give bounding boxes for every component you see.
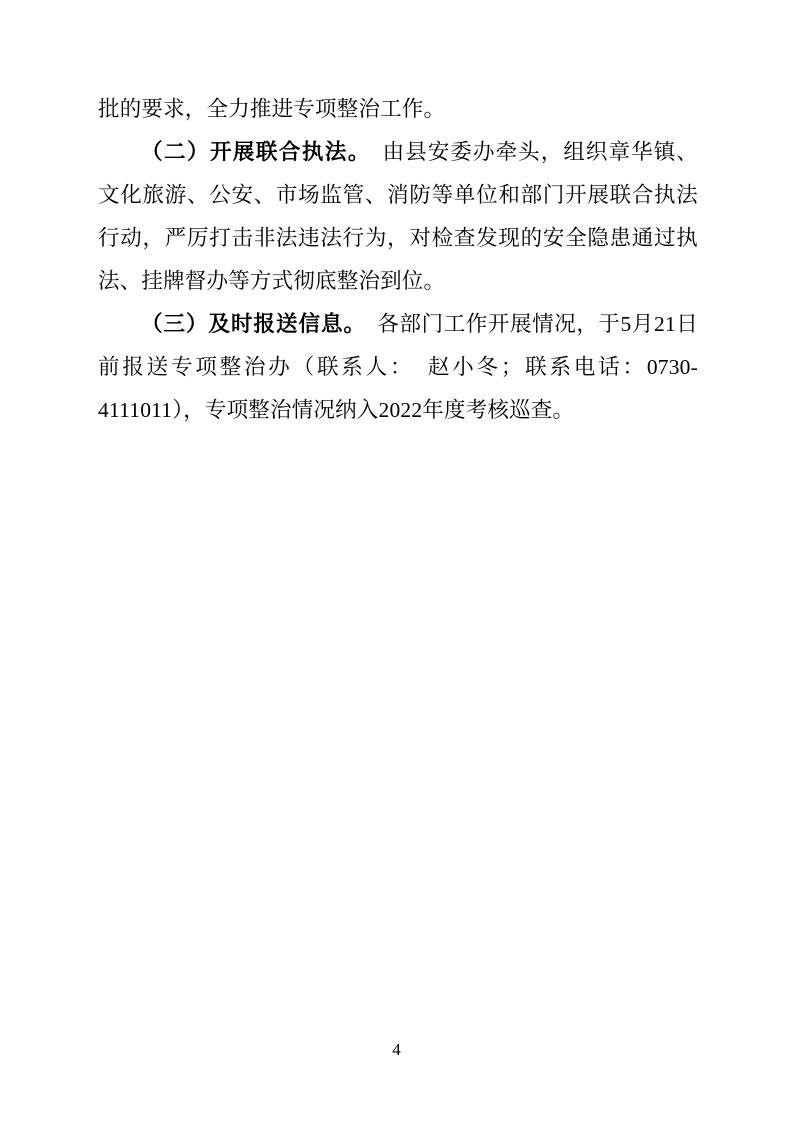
paragraph-text: 由县安委办牵头，组织章华镇、文化旅游、公安、市场监管、消防等单位和部门开展联合执法行动，严厉打击非法违法行为，对检查发现的安全隐患通过执法、挂牌督办等方式彻底整治到位。 bbox=[98, 140, 698, 293]
paragraph-text: 各部门工作开展情况，于5月21日前报送专项整治办（联系人： 赵小冬；联系电话：0730-4111011），专项整治情况纳入2022年度考核巡查。 bbox=[98, 312, 698, 422]
document-body bbox=[98, 88, 698, 432]
paragraph-text: 批的要求，全力推进专项整治工作。 bbox=[98, 97, 446, 121]
page-number: 4 bbox=[392, 1040, 401, 1059]
paragraph-section-two bbox=[98, 131, 698, 303]
paragraph-continuation bbox=[98, 88, 698, 131]
paragraph-section-three bbox=[98, 303, 698, 432]
section-heading-two: （二）开展联合执法。 bbox=[141, 140, 361, 164]
section-heading-three: （三）及时报送信息。 bbox=[141, 312, 356, 336]
